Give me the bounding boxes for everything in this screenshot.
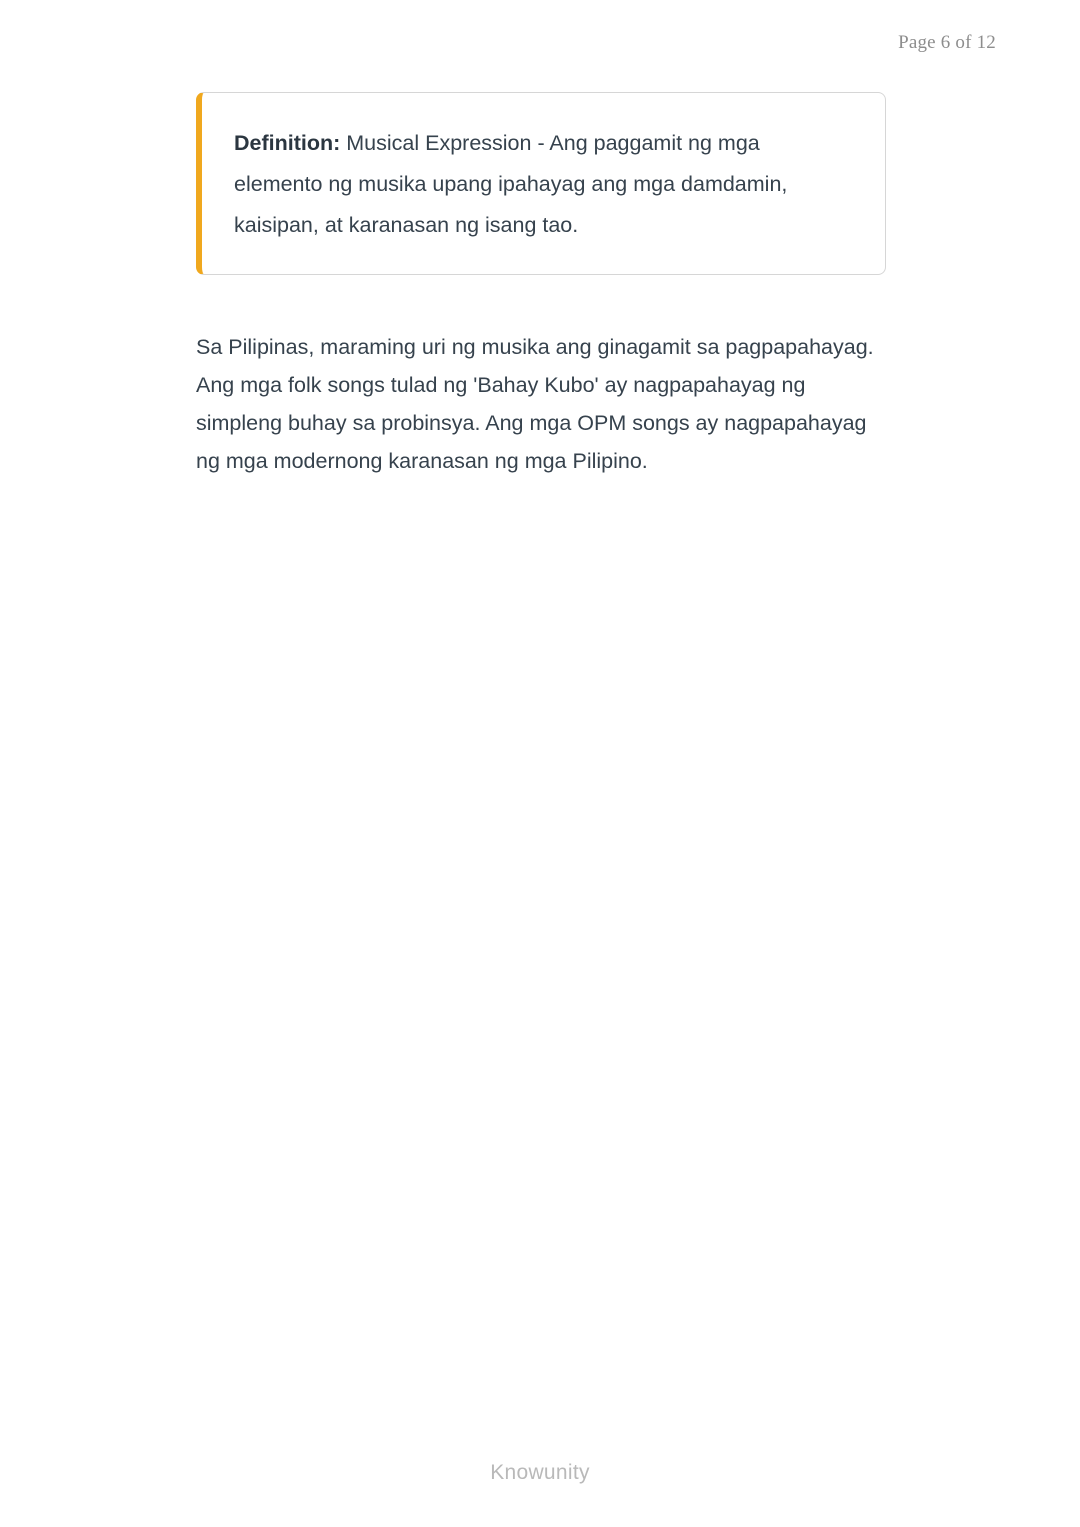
- page-indicator: Page 6 of 12: [898, 32, 996, 53]
- body-paragraph: Sa Pilipinas, maraming uri ng musika ang ginagamit sa pagpapahayag. Ang mga folk songs tulad ng 'Bahay Kubo' ay nagpapahayag ng simpleng buhay sa probinsya. Ang mga OPM songs ay nagpapahayag ng mga modernong karanasan ng mga Pilipino.: [196, 335, 874, 473]
- page-content: [196, 92, 886, 480]
- definition-paragraph: [234, 123, 851, 246]
- definition-label: Definition:: [234, 131, 341, 155]
- definition-callout: [196, 92, 886, 275]
- definition-body: Musical Expression - Ang paggamit ng mga elemento ng musika upang ipahayag ang mga damdamin, kaisipan, at karanasan ng isang tao.: [234, 131, 788, 237]
- footer-brand: Knowunity: [490, 1461, 590, 1484]
